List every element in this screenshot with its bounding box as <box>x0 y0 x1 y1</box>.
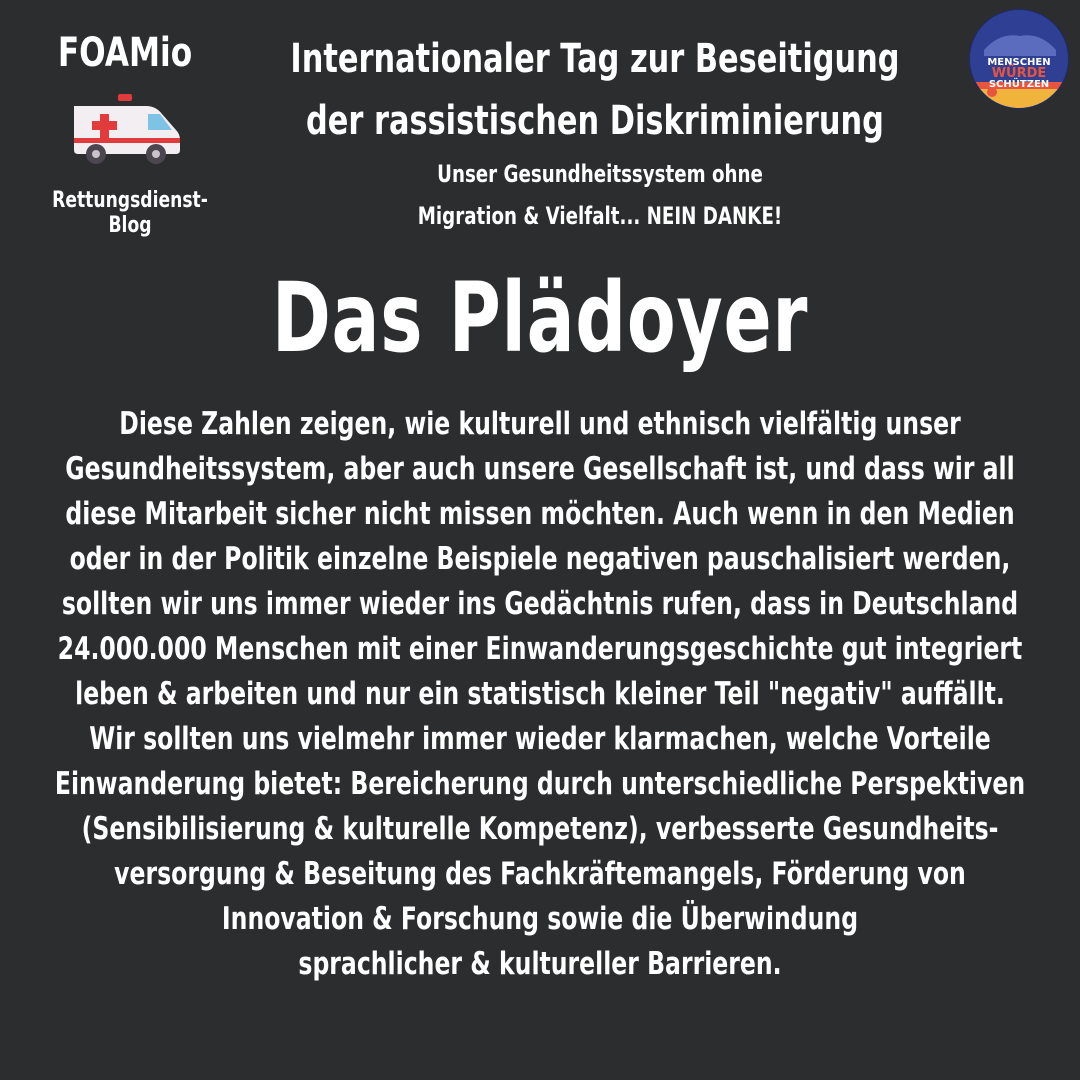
body-line: Innovation & Forschung sowie die Überwindung <box>221 901 859 937</box>
subtitle-line-1: Unser Gesundheitssystem ohne <box>437 160 763 188</box>
body-line: oder in der Politik einzelne Beispiele negativen pauschalisiert werden, <box>69 541 1011 577</box>
body-line: versorgung & Beseitung des Fachkräftemangels, Förderung von <box>114 856 966 892</box>
body-line: Diese Zahlen zeigen, wie kulturell und ethnisch vielfältig unser <box>119 406 961 442</box>
brand-name: FOAMio <box>57 30 193 76</box>
subtitle-line-2: Migration & Vielfalt... NEIN DANKE! <box>417 202 783 230</box>
body-line: Einwanderung bietet: Bereicherung durch unterschiedliche Perspektiven <box>54 766 1026 802</box>
page-heading: Das Plädoyer <box>271 262 809 374</box>
body-line: leben & arbeiten und nur ein statistisch kleiner Teil "negativ" auffällt. <box>75 676 1005 712</box>
body-line: sollten wir uns immer wieder ins Gedächtnis rufen, dass in Deutschland <box>61 586 1019 622</box>
brand-subtitle: Rettungsdienst-Blog <box>52 188 208 238</box>
body-line: sprachlicher & kultureller Barrieren. <box>298 946 782 982</box>
menschenwuerde-logo <box>970 10 1068 108</box>
body-line: diese Mitarbeit sicher nicht missen möchten. Auch wenn in den Medien <box>65 496 1015 532</box>
body-line: 24.000.000 Menschen mit einer Einwanderungsgeschichte gut integriert <box>57 631 1023 667</box>
logo-line-1: MENSCHEN <box>987 57 1051 68</box>
title-line-1: Internationaler Tag zur Beseitigung <box>290 36 900 82</box>
ambulance-icon <box>68 92 184 166</box>
body-line: Wir sollten uns vielmehr immer wieder klarmachen, welche Vorteile <box>89 721 991 757</box>
logo-line-2: WÜRDE <box>991 66 1047 81</box>
body-line: (Sensibilisierung & kulturelle Kompetenz), verbesserte Gesundheits- <box>81 811 999 847</box>
body-text <box>0 402 1080 987</box>
title-line-2: der rassistischen Diskriminierung <box>306 98 884 144</box>
body-line: Gesundheitssystem, aber auch unsere Gesellschaft ist, und dass wir all <box>65 451 1015 487</box>
logo-line-3: SCHÜTZEN <box>988 79 1050 90</box>
